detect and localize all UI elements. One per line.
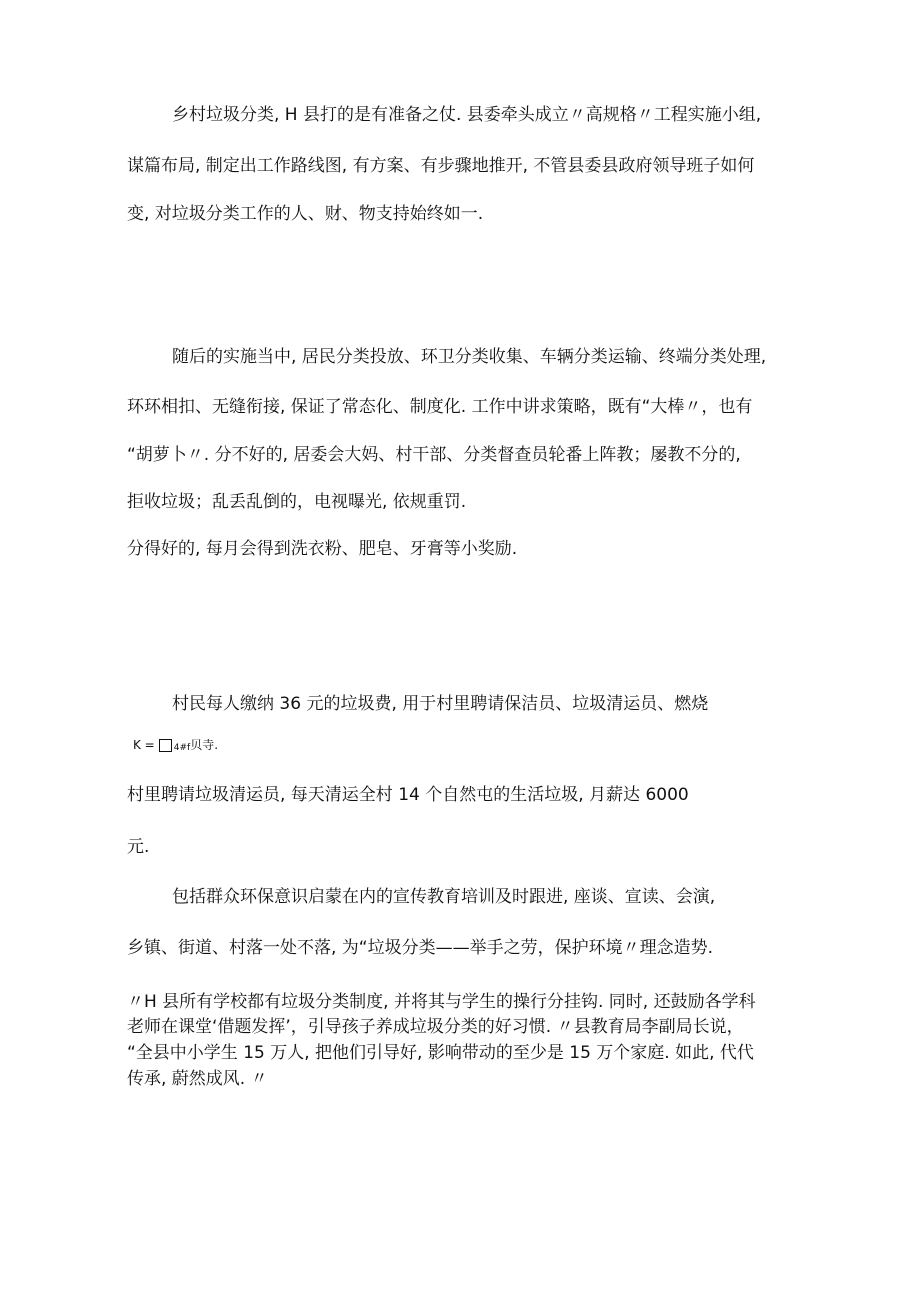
paragraph-6-line-3: “全县中小学生 15 万人, 把他们引导好, 影响带动的至少是 15 万个家庭. 如此, 代代 — [127, 1043, 754, 1063]
paragraph-2-line-3: “胡萝卜〃. 分不好的, 居委会大妈、村干部、分类督查员轮番上阵教；屡教不分的, — [127, 445, 741, 465]
paragraph-4-line-1: 村里聘请垃圾清运员, 每天清运全村 14 个自然屯的生活垃圾, 月薪达 6000 — [127, 785, 689, 805]
paragraph-6-line-2: 老师在课堂‘借题发挥’，引导孩子养成垃圾分类的好习惯. 〃县教育局李副局长说， — [127, 1017, 744, 1037]
paragraph-5-line-1: 包括群众环保意识启蒙在内的宣传教育培训及时跟进, 座谈、宣读、会演, — [172, 887, 716, 907]
paragraph-3-garbled-line — [133, 736, 218, 754]
paragraph-1-line-1: 乡村垃圾分类, H 县打的是有准备之仗. 县委牵头成立〃高规格〃工程实施小组, — [172, 105, 762, 125]
paragraph-2-line-4: 拒收垃圾；乱丢乱倒的，电视曝光, 依规重罚. — [127, 492, 467, 512]
paragraph-2-line-5: 分得好的, 每月会得到洗衣粉、肥皂、牙膏等小奖励. — [127, 539, 518, 559]
garbled-prefix: K = — [133, 738, 155, 752]
paragraph-2-line-1: 随后的实施当中, 居民分类投放、环卫分类收集、车辆分类运输、终端分类处理, — [172, 347, 767, 367]
paragraph-5-line-2: 乡镇、街道、村落一处不落, 为“垃圾分类——举手之劳，保护环境〃理念造势. — [127, 938, 714, 958]
missing-glyph-box-icon — [159, 739, 172, 752]
garbled-small-text: 4#f — [173, 743, 191, 753]
paragraph-2-line-2: 环环相扣、无缝衔接, 保证了常态化、制度化. 工作中讲求策略，既有“大棒〃，也有 — [127, 397, 753, 417]
paragraph-6-line-4: 传承, 蔚然成风. 〃 — [127, 1069, 268, 1089]
paragraph-3-line-1: 村民每人缴纳 36 元的垃圾费, 用于村里聘请保洁员、垃圾清运员、燃烧 — [172, 694, 709, 714]
paragraph-4-line-2: 元. — [127, 837, 150, 857]
garbled-suffix: 贝寺. — [190, 738, 219, 752]
paragraph-1-line-2: 谋篇布局, 制定出工作路线图, 有方案、有步骤地推开, 不管县委县政府领导班子如何 — [127, 156, 755, 176]
paragraph-1-line-3: 变, 对垃圾分类工作的人、财、物支持始终如一. — [127, 204, 484, 224]
paragraph-6-line-1: 〃H 县所有学校都有垃圾分类制度, 并将其与学生的操行分挂钩. 同时, 还鼓励各学科 — [127, 992, 756, 1012]
